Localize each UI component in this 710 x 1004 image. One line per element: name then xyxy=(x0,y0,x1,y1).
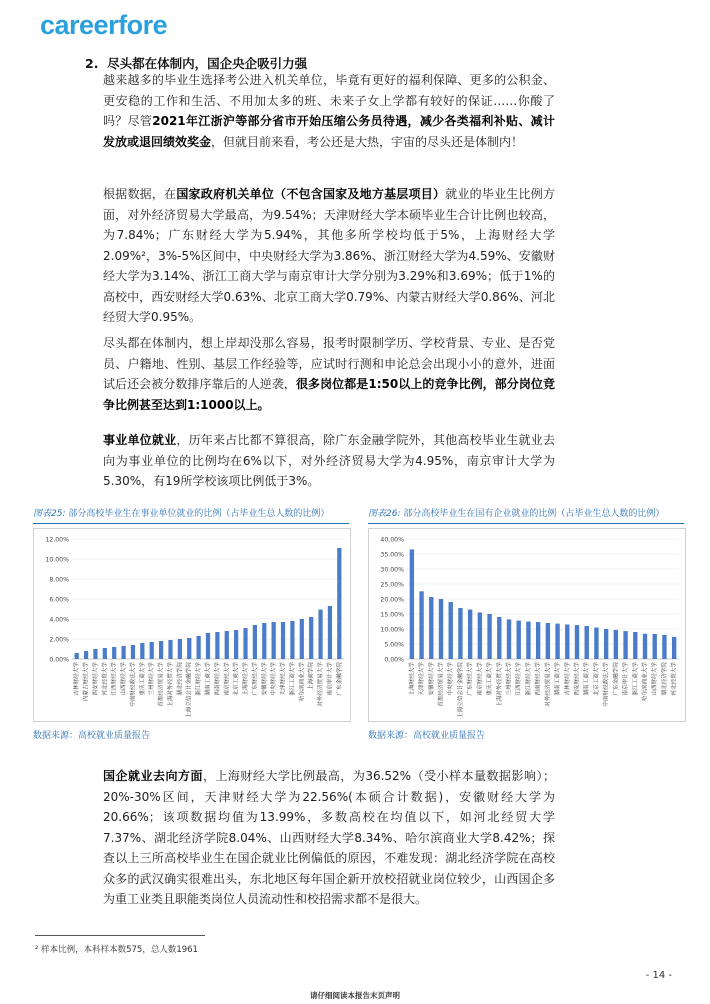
bar xyxy=(300,619,304,659)
x-tick-label: 湖北经济学院 xyxy=(177,662,184,696)
x-tick-label: 上海财经大学 xyxy=(409,662,416,696)
figure-26-source: 数据来源：高校就业质量报告 xyxy=(368,731,486,741)
bar xyxy=(517,621,521,659)
x-tick-label: 哈尔滨商业大学 xyxy=(299,662,306,702)
x-tick-label: 河北经贸大学 xyxy=(671,662,678,696)
y-tick-label: 10.00% xyxy=(380,626,404,634)
paragraph-4 xyxy=(103,430,555,492)
bar xyxy=(206,633,210,659)
x-tick-label: 南京审计大学 xyxy=(327,662,334,696)
bar xyxy=(487,614,491,659)
y-tick-label: 15.00% xyxy=(380,611,404,619)
p2-text-a: 根据数据，在 xyxy=(103,187,177,201)
x-tick-label: 内蒙古财经大学 xyxy=(83,662,90,702)
bar xyxy=(112,647,116,659)
x-tick-label: 对外经济贸易大学 xyxy=(318,662,325,707)
y-tick-label: 8.00% xyxy=(49,576,69,584)
x-tick-label: 南京财经大学 xyxy=(224,662,231,696)
p1-text-c: ，但就目前来看，考公还是大热，宇宙的尽头还是体制内！ xyxy=(211,134,524,149)
bar xyxy=(159,641,163,659)
x-tick-label: 吉林财经大学 xyxy=(74,662,81,696)
bar xyxy=(497,617,501,659)
y-tick-label: 0.00% xyxy=(49,656,69,664)
bar xyxy=(419,591,423,659)
x-tick-label: 中央财经大学 xyxy=(448,662,455,696)
bar xyxy=(253,625,257,659)
x-tick-label: 首都经济贸易大学 xyxy=(438,662,445,707)
bar xyxy=(215,632,219,659)
x-tick-label: 上海立信会计金融学院 xyxy=(186,662,193,718)
x-tick-label: 河北经贸大学 xyxy=(102,662,109,696)
bar xyxy=(672,637,676,659)
figure-25 xyxy=(33,506,349,741)
x-tick-label: 西南财经大学 xyxy=(535,662,542,696)
p1-text-a: 越来越多的毕业生选择考公进入机关单位，毕竟有更好的福利保障、更多的公积金、更安稳的工作和生活、不用加太多的班、未来子女上学都有较好的保证……你酸了吗？尽管 xyxy=(103,73,555,128)
x-tick-label: 西南财经大学 xyxy=(214,662,221,696)
p1-text-bold: 2021年江浙沪等部分省市开始压缩公务员待遇，减少各类福利补贴、减计发放或退回绩效奖金 xyxy=(103,114,555,149)
bar xyxy=(272,622,276,659)
p4-text-bold: 事业单位就业 xyxy=(103,433,177,447)
bar xyxy=(439,599,443,659)
footnote-divider xyxy=(35,935,205,936)
x-tick-label: 山西财经大学 xyxy=(652,662,659,696)
x-tick-label: 上海财经大学 xyxy=(243,662,250,696)
x-tick-label: 重庆工商大学 xyxy=(487,662,494,696)
x-tick-label: 首都经济贸易大学 xyxy=(158,662,165,707)
bar xyxy=(507,619,511,659)
bar xyxy=(243,628,247,659)
bar xyxy=(614,630,618,659)
x-tick-label: 对外经济贸易大学 xyxy=(545,662,552,707)
bar xyxy=(197,636,201,659)
x-tick-label: 安徽财经大学 xyxy=(261,662,268,696)
bar xyxy=(262,623,266,659)
x-tick-label: 中央财经大学 xyxy=(271,662,278,696)
bar xyxy=(103,648,107,659)
section-number: 2. xyxy=(85,56,99,71)
bar xyxy=(328,606,332,659)
y-tick-label: 5.00% xyxy=(384,641,404,649)
bar xyxy=(526,622,530,660)
figure-26-title: 部分高校毕业生在国有企业就业的比例（占毕业生总人数的比例） xyxy=(403,509,665,519)
chart-26 xyxy=(369,529,685,721)
bar xyxy=(290,621,294,659)
x-tick-label: 天津财经大学 xyxy=(280,662,287,696)
bar xyxy=(594,628,598,660)
x-tick-label: 上海对外经贸大学 xyxy=(496,662,503,707)
paragraph-1 xyxy=(103,70,555,152)
paragraph-5 xyxy=(103,766,555,910)
p5-text-bold: 国企就业去向方面 xyxy=(103,769,203,783)
x-tick-label: 北京工商大学 xyxy=(233,662,240,696)
chart-25-frame xyxy=(33,528,351,722)
section-title: 尽头都在体制内，国企央企吸引力强 xyxy=(107,56,308,71)
y-tick-label: 2.00% xyxy=(49,636,69,644)
chart-26-frame xyxy=(368,528,686,722)
chart-25 xyxy=(34,529,350,721)
x-tick-label: 上海商学院 xyxy=(308,662,315,690)
y-tick-label: 0.00% xyxy=(384,656,404,664)
bar xyxy=(187,638,191,659)
x-tick-label: 兰州财经大学 xyxy=(149,662,156,696)
bar xyxy=(309,617,313,659)
bar xyxy=(168,640,172,659)
bar xyxy=(662,635,666,659)
x-tick-label: 湖南工商大学 xyxy=(584,662,591,696)
figure-26-label: 图表26: xyxy=(368,509,401,519)
x-tick-label: 重庆工商大学 xyxy=(139,662,146,696)
x-tick-label: 兰州财经大学 xyxy=(506,662,513,696)
bar xyxy=(75,653,79,659)
bar xyxy=(178,639,182,659)
x-tick-label: 西安财经大学 xyxy=(574,662,581,696)
p3-text-a: 尽头都在体制内，想上岸却没那么容易，报考时限制学历、学校背景、专业、是否党员、户籍地、性别、基层工作经验等，应试时行测和申论总会出现小小的意外，进面试后还会被分数排序靠后的人逆袭， xyxy=(103,336,555,391)
bar xyxy=(234,630,238,659)
x-tick-label: 天津财经大学 xyxy=(419,662,426,696)
bar xyxy=(546,623,550,659)
figure-25-caption xyxy=(33,506,349,524)
x-tick-label: 上海对外经贸大学 xyxy=(167,662,174,707)
bar xyxy=(623,631,627,659)
bar xyxy=(478,613,482,660)
x-tick-label: 哈尔滨商业大学 xyxy=(642,662,649,702)
bar xyxy=(429,597,433,659)
p5-text-b: ，上海财经大学比例最高，为36.52%（受小样本量数据影响）；20%-30%区间，天津财经大学为22.56%(本硕合计数据)，安徽财经大学为20.66%；该项数据均值为13.99%，多数高校在均值以下，如河北经贸大学7.37%、湖北经济学院8.04%、山西财经大学8.34%、哈尔滨商业大学8.42%；探查以上三所高校毕业生在国企就业比例偏低的原因，不难发现：湖北经济学院在高校众多的武汉确实很难出头，东北地区每年国企新开放校招就业岗位较少，山西国企多为重工业类且职能类岗位人员流动性和校招需求都不是很大。 xyxy=(103,769,555,906)
figure-25-source: 数据来源：高校就业质量报告 xyxy=(33,731,151,741)
figure-26 xyxy=(368,506,684,741)
bar xyxy=(121,646,125,659)
bar xyxy=(93,649,97,659)
figure-26-caption xyxy=(368,506,684,524)
x-tick-label: 广东财经大学 xyxy=(467,662,474,696)
bar xyxy=(468,610,472,660)
x-tick-label: 广东财经大学 xyxy=(252,662,259,696)
bar xyxy=(131,645,135,659)
bar xyxy=(410,549,414,659)
x-tick-label: 广东金融学院 xyxy=(336,662,343,696)
p4-text-b: ，历年来占比都不算很高，除广东金融学院外，其他高校毕业生就业去向为事业单位的比例均在6%以下，对外经济贸易大学为4.95%，南京审计大学为5.30%，有19所学校该项比例低于3%。 xyxy=(103,433,555,488)
y-tick-label: 10.00% xyxy=(45,556,69,564)
footnote: ² 样本比例，本科样本数575，总人数1961 xyxy=(35,945,198,955)
y-tick-label: 25.00% xyxy=(380,581,404,589)
x-tick-label: 中南财经政法大学 xyxy=(603,662,610,707)
bar xyxy=(337,548,341,659)
bar xyxy=(225,631,229,659)
y-tick-label: 30.00% xyxy=(380,566,404,574)
x-tick-label: 浙江财经大学 xyxy=(196,662,203,696)
bar xyxy=(150,642,154,659)
paragraph-3 xyxy=(103,333,555,415)
x-tick-label: 中南财经政法大学 xyxy=(130,662,137,707)
x-tick-label: 江西财经大学 xyxy=(111,662,118,696)
careerfore-logo: careerfore xyxy=(40,10,168,40)
bar xyxy=(536,622,540,659)
x-tick-label: 江西财经大学 xyxy=(516,662,523,696)
y-tick-label: 6.00% xyxy=(49,596,69,604)
bar xyxy=(84,651,88,659)
figure-25-label: 图表25: xyxy=(33,509,66,519)
y-tick-label: 20.00% xyxy=(380,596,404,604)
bar xyxy=(140,643,144,659)
bar xyxy=(585,626,589,659)
p2-text-bold: 国家政府机关单位（不包含国家及地方基层项目） xyxy=(176,187,446,201)
x-tick-label: 浙江工商大学 xyxy=(632,662,639,696)
x-tick-label: 南京审计大学 xyxy=(623,662,630,696)
x-tick-label: 山西财经大学 xyxy=(121,662,128,696)
bar xyxy=(604,629,608,659)
bar xyxy=(555,624,559,659)
x-tick-label: 西安财经大学 xyxy=(92,662,99,696)
x-tick-label: 浙江工商大学 xyxy=(289,662,296,696)
paragraph-2 xyxy=(103,184,555,328)
bar xyxy=(458,608,462,659)
p2-text-c: 就业的毕业生比例方面，对外经济贸易大学最高，为9.54%；天津财经大学本硕毕业生合计比例也较高，为7.84%；广东财经大学为5.94%，其他多所学校均低于5%，上海财经大学2.09%²，3%-5%区间中，中央财经大学为3.86%、浙江财经大学为4.59%、安徽财经大学为3.14%、浙江工商大学与南京审计大学分别为3.29%和3.69%；低于1%的高校中，西安财经大学0.63%、北京工商大学0.79%、内蒙古财经大学0.86%、河北经贸大学0.95%。 xyxy=(103,187,555,324)
x-tick-label: 上海立信会计金融学院 xyxy=(457,662,464,718)
x-tick-label: 吉林财经大学 xyxy=(564,662,571,696)
y-tick-label: 35.00% xyxy=(380,551,404,559)
figure-25-title: 部分高校毕业生在事业单位就业的比例（占毕业生总人数的比例） xyxy=(68,509,330,519)
y-tick-label: 40.00% xyxy=(380,536,404,544)
x-tick-label: 南京财经大学 xyxy=(477,662,484,696)
x-tick-label: 安徽财经大学 xyxy=(428,662,435,696)
y-tick-label: 12.00% xyxy=(45,536,69,544)
bar xyxy=(565,625,569,660)
bar xyxy=(281,622,285,659)
x-tick-label: 浙江财经大学 xyxy=(525,662,532,696)
bar xyxy=(575,625,579,659)
bar xyxy=(318,610,322,660)
bar xyxy=(633,632,637,659)
x-tick-label: 湖南工商大学 xyxy=(555,662,562,696)
p3-text-bold: 很多岗位都是1:50以上的竞争比例，部分岗位竞争比例甚至达到1:1000以上。 xyxy=(103,377,555,412)
x-tick-label: 广东金融学院 xyxy=(613,662,620,696)
bar xyxy=(643,634,647,659)
disclaimer: 请仔细阅读本报告末页声明 xyxy=(310,991,400,1000)
bar xyxy=(449,602,453,659)
page-number: - 14 - xyxy=(645,970,672,981)
y-tick-label: 4.00% xyxy=(49,616,69,624)
bar xyxy=(653,634,657,659)
x-tick-label: 湖北经济学院 xyxy=(661,662,668,696)
x-tick-label: 湖南工商大学 xyxy=(205,662,212,696)
x-tick-label: 北京工商大学 xyxy=(593,662,600,696)
